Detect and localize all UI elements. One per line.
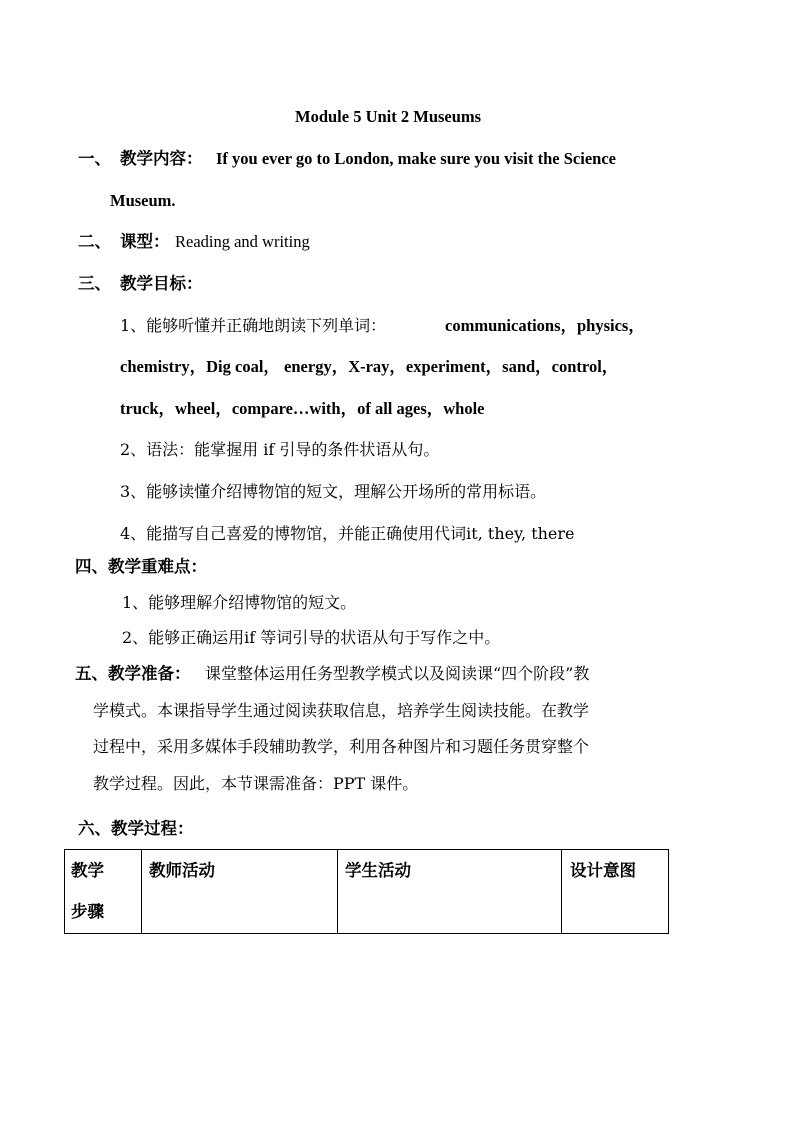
section-6-heading: 六、教学过程： [78,819,194,838]
preparation-line-3: 过程中，采用多媒体手段辅助教学，利用各种图片和习题任务贯穿整个 [93,737,590,756]
objective-3: 3、能够读懂介绍博物馆的短文，理解公开场所的常用标语。 [120,482,547,501]
key-point-2: 2、能够正确运用if 等词引导的状语从句于写作之中。 [122,628,501,647]
section-4-heading: 四、教学重难点： [75,557,207,576]
step-header-line2: 步骤 [71,902,104,921]
section-2-label: 课型： [120,232,170,251]
section-1-label: 教学内容： [120,149,203,168]
teacher-activity-header: 教师活动 [149,861,215,880]
section-1-text: If you ever go to London, make sure you visit the Science [216,149,616,168]
table-header-row [65,850,669,934]
section-3-label: 教学目标： [120,274,203,293]
section-1-number: 一、 [78,149,111,168]
objective-1-prefix: 1、能够听懂并正确地朗读下列单词： [120,316,387,335]
teaching-process-table [64,849,669,934]
section-2-number: 二、 [78,232,111,251]
objective-1-words-line1: communications，physics， [445,316,645,335]
section-2-text: Reading and writing [175,232,310,251]
table-cell-student [338,850,562,934]
design-intent-header: 设计意图 [570,861,636,880]
section-1-text-continued: Museum. [110,191,176,210]
page-title: Module 5 Unit 2 Museums [295,107,482,126]
preparation-line-1: 课堂整体运用任务型教学模式以及阅读课“四个阶段”教 [205,664,590,683]
table-cell-design [562,850,669,934]
section-5-heading: 五、教学准备： [75,664,191,683]
section-3-number: 三、 [78,274,111,293]
objective-1-words-line3: truck，wheel，compare…with，of all ages，whole [120,399,485,418]
table-cell-teacher [142,850,338,934]
student-activity-header: 学生活动 [345,861,411,880]
preparation-line-2: 学模式。本课指导学生通过阅读获取信息，培养学生阅读技能。在教学 [93,701,590,720]
table-cell-step [65,850,142,934]
preparation-line-4: 教学过程。因此，本节课需准备：PPT 课件。 [93,774,419,793]
objective-4: 4、能描写自己喜爱的博物馆，并能正确使用代词it, they, there [120,524,575,543]
objective-2: 2、语法：能掌握用 if 引导的条件状语从句。 [120,440,440,459]
key-point-1: 1、能够理解介绍博物馆的短文。 [122,593,357,612]
step-header-line1: 教学 [71,861,104,880]
objective-1-words-line2: chemistry，Dig coal， energy，X-ray，experiment，sand，control， [120,357,619,376]
